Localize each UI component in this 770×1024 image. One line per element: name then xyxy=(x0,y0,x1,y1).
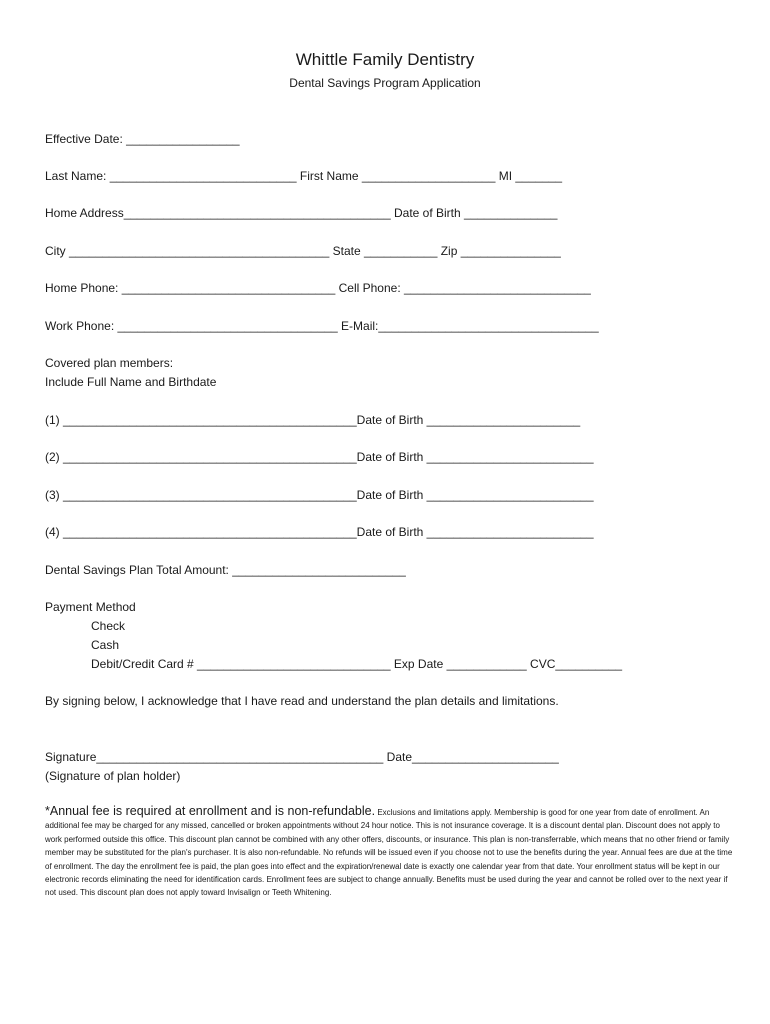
name-fields-line[interactable]: Last Name: ____________________________ First Name ____________________ MI _______ xyxy=(45,169,563,183)
payment-heading: Payment Method xyxy=(45,600,136,614)
work-phone-email-line[interactable]: Work Phone: _________________________________ E-Mail:_________________________________ xyxy=(45,319,599,333)
payment-option-check: Check xyxy=(91,619,126,633)
signature-caption: (Signature of plan holder) xyxy=(45,769,181,783)
page-subtitle: Dental Savings Program Application xyxy=(289,76,481,90)
signature-date-line[interactable]: Signature___________________________________________ Date______________________ xyxy=(45,750,559,764)
phone-line[interactable]: Home Phone: ________________________________ Cell Phone: ____________________________ xyxy=(45,281,591,295)
city-state-zip-line[interactable]: City _______________________________________ State ___________ Zip _______________ xyxy=(45,244,561,258)
fine-print-lead: *Annual fee is required at enrollment and is non-refundable. xyxy=(45,804,376,818)
payment-option-cash: Cash xyxy=(91,638,120,652)
member-row-3[interactable]: (3) ____________________________________________Date of Birth _________________________ xyxy=(45,488,594,502)
total-amount-field[interactable]: Dental Savings Plan Total Amount: __________________________ xyxy=(45,563,406,577)
member-row-4[interactable]: (4) ____________________________________________Date of Birth _________________________ xyxy=(45,525,594,539)
member-row-1[interactable]: (1) ____________________________________________Date of Birth _______________________ xyxy=(45,413,581,427)
payment-option-card[interactable]: Debit/Credit Card # _____________________________ Exp Date ____________ CVC__________ xyxy=(91,657,623,671)
fine-print xyxy=(45,805,735,900)
acknowledgement-text: By signing below, I acknowledge that I have read and understand the plan details and limitations. xyxy=(45,694,559,708)
member-row-2[interactable]: (2) ____________________________________________Date of Birth _________________________ xyxy=(45,450,594,464)
address-dob-line[interactable]: Home Address________________________________________ Date of Birth ______________ xyxy=(45,206,558,220)
page-title: Whittle Family Dentistry xyxy=(295,50,475,69)
effective-date-field[interactable]: Effective Date: _________________ xyxy=(45,132,240,146)
members-instruction: Include Full Name and Birthdate xyxy=(45,375,217,389)
members-heading: Covered plan members: xyxy=(45,356,174,370)
fine-print-body: Exclusions and limitations apply. Membership is good for one year from date of enrollment. An additional fee may be charged for any missed, cancelled or broken appointments without 24 hour notice. This is not insurance coverage. It is a discount dental plan. Discount does not apply to work performed outside this office. This discount plan cannot be combined with any other offers, discounts, or insurance. This plan is non-transferrable, which means that no other friend or family member may be substituted for the plan's purchaser. It is also non-refundable. No refunds will be issued even if you choose not to use the benefits during the year. Annual fees are due at the time of enrollment. The day the enrollment fee is paid, the plan goes into effect and the expiration/renewal date is exactly one calendar year from that date. Your enrollment status will be kept in our electronic records eliminating the need for identification cards. Enrollment fees are subject to change annually. Benefits must be used during the year and cannot be rolled over to the next year if not used. This discount plan does not apply toward Invisalign or Teeth Whitening. xyxy=(45,808,733,898)
